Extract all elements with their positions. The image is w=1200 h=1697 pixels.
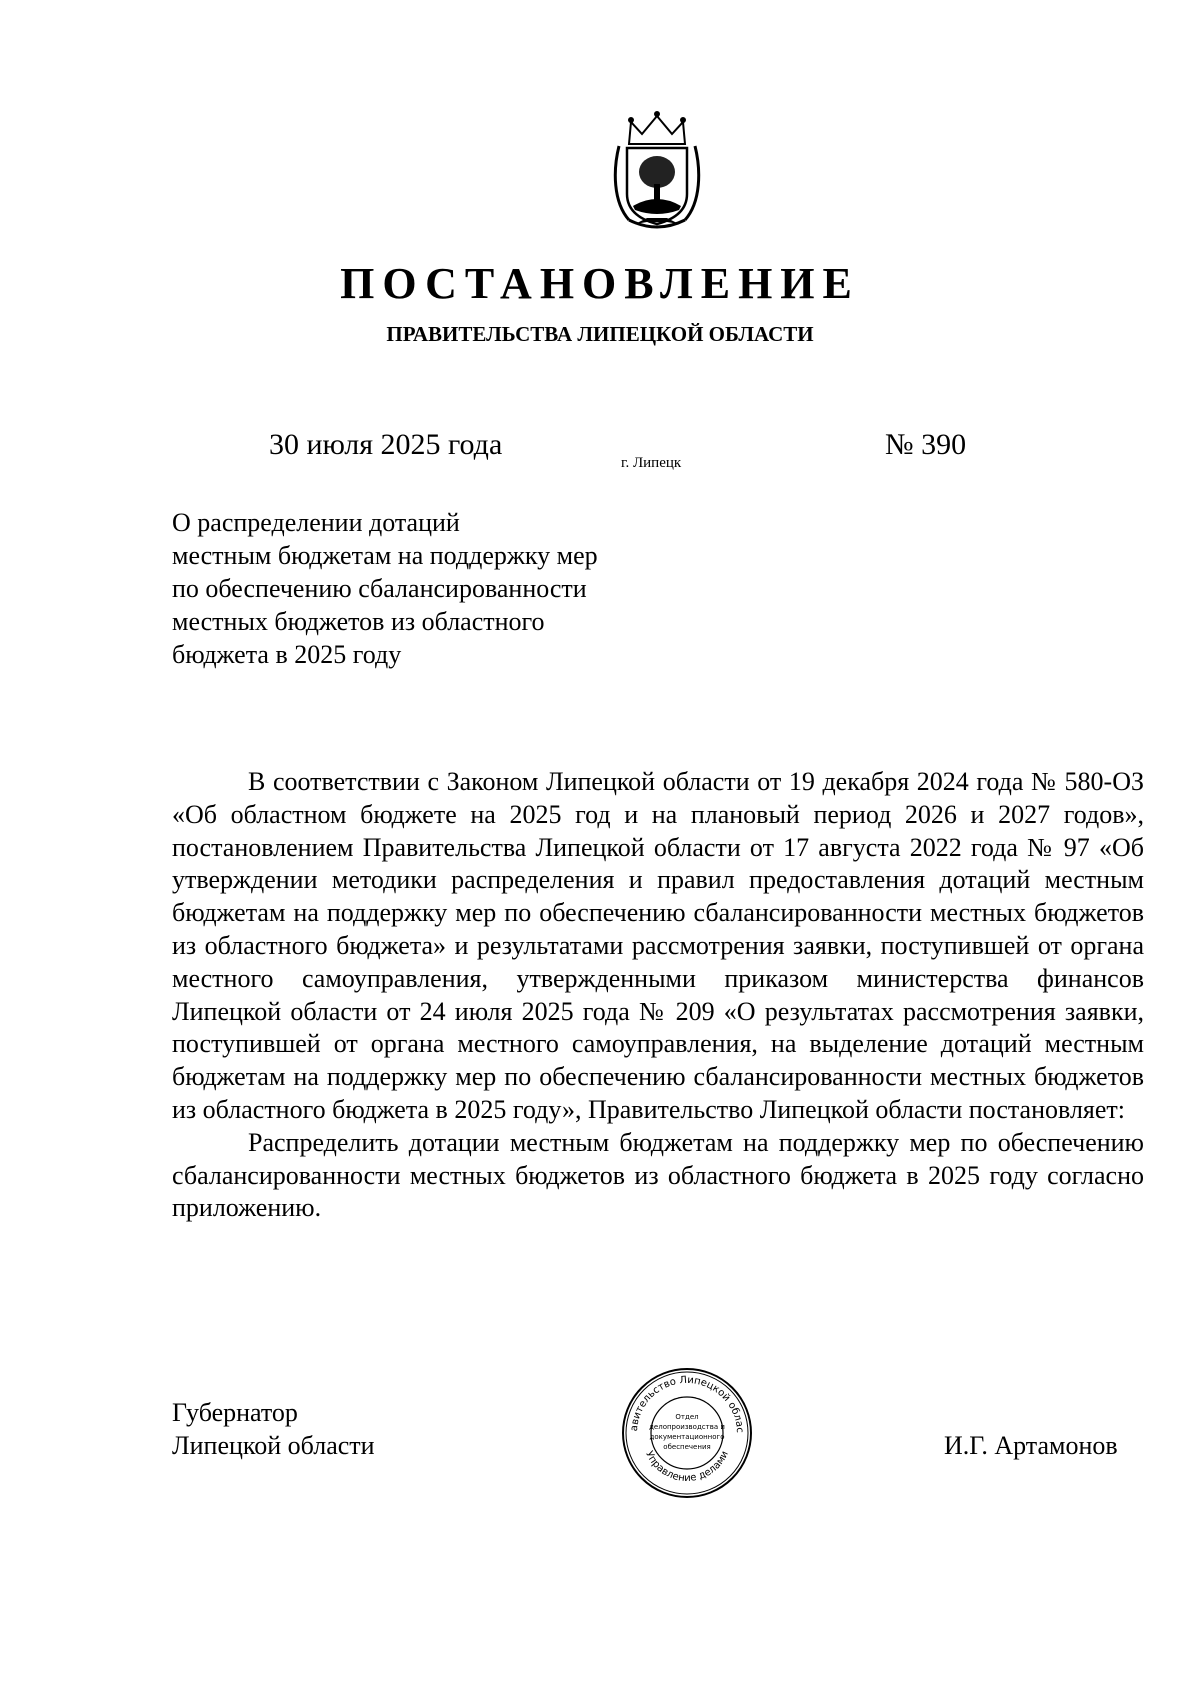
document-date: 30 июля 2025 года [269,428,503,461]
svg-text:Управление делами [643,1449,731,1484]
coat-of-arms-icon [609,110,705,234]
stamp-center-line: документационного [649,1433,725,1441]
body-paragraph: Распределить дотации местным бюджетам на поддержку мер по обеспечению сбалансированности местных бюджетов из областного бюджета в 2025 году согласно приложению. [172,1127,1144,1223]
stamp-outer-bottom-text: Управление делами [643,1449,731,1485]
document-type-heading: ПОСТАНОВЛЕНИЕ [340,259,860,308]
subject-line: местных бюджетов из областного [172,607,545,636]
document-subject [172,506,732,671]
body-paragraph: В соответствии с Законом Липецкой области от 19 декабря 2024 года № 580-ОЗ «Об областном бюджете на 2025 год и на плановый период 2026 и 2027 годов», постановлением Правительства Липецкой области от 17 августа 2022 года № 97 «Об утверждении методики распределения и правил предоставления дотаций местным бюджетам на поддержку мер по обеспечению сбалансированности местных бюджетов из областного бюджета» и результатами рассмотрения заявки, поступившей от органа местного самоуправления, утвержденными приказом министерства финансов Липецкой области от 24 июля 2025 года № 209 «О результатах рассмотрения заявки, поступившей от органа местного самоуправления, на выделение дотаций местным бюджетам на поддержку мер по обеспечению сбалансированности местных бюджетов из областного бюджета в 2025 году», Правительство Липецкой области постановляет: [172,767,1144,1124]
stamp-center-line: делопроизводства и [649,1423,725,1431]
document-number: № 390 [885,428,967,461]
subject-line: бюджета в 2025 году [172,640,402,669]
stamp-outer-top-text: авительство Липецкой облас [628,1374,746,1434]
document-city: г. Липецк [621,455,682,471]
signer-title-line: Губернатор [172,1398,298,1427]
subject-line: по обеспечению сбалансированности [172,574,587,603]
document-body [172,766,1144,1225]
signer-title-line: Липецкой области [172,1431,375,1460]
official-stamp-icon [619,1365,755,1501]
signer-title [172,1396,375,1462]
subject-line: О распределении дотаций [172,508,460,537]
subject-line: местным бюджетам на поддержку мер [172,541,598,570]
document-issuer: ПРАВИТЕЛЬСТВА ЛИПЕЦКОЙ ОБЛАСТИ [386,322,814,346]
signer-name: И.Г. Артамонов [944,1431,1118,1460]
stamp-center-line: Отдел [675,1413,699,1421]
stamp-center-line: обеспечения [663,1443,711,1451]
